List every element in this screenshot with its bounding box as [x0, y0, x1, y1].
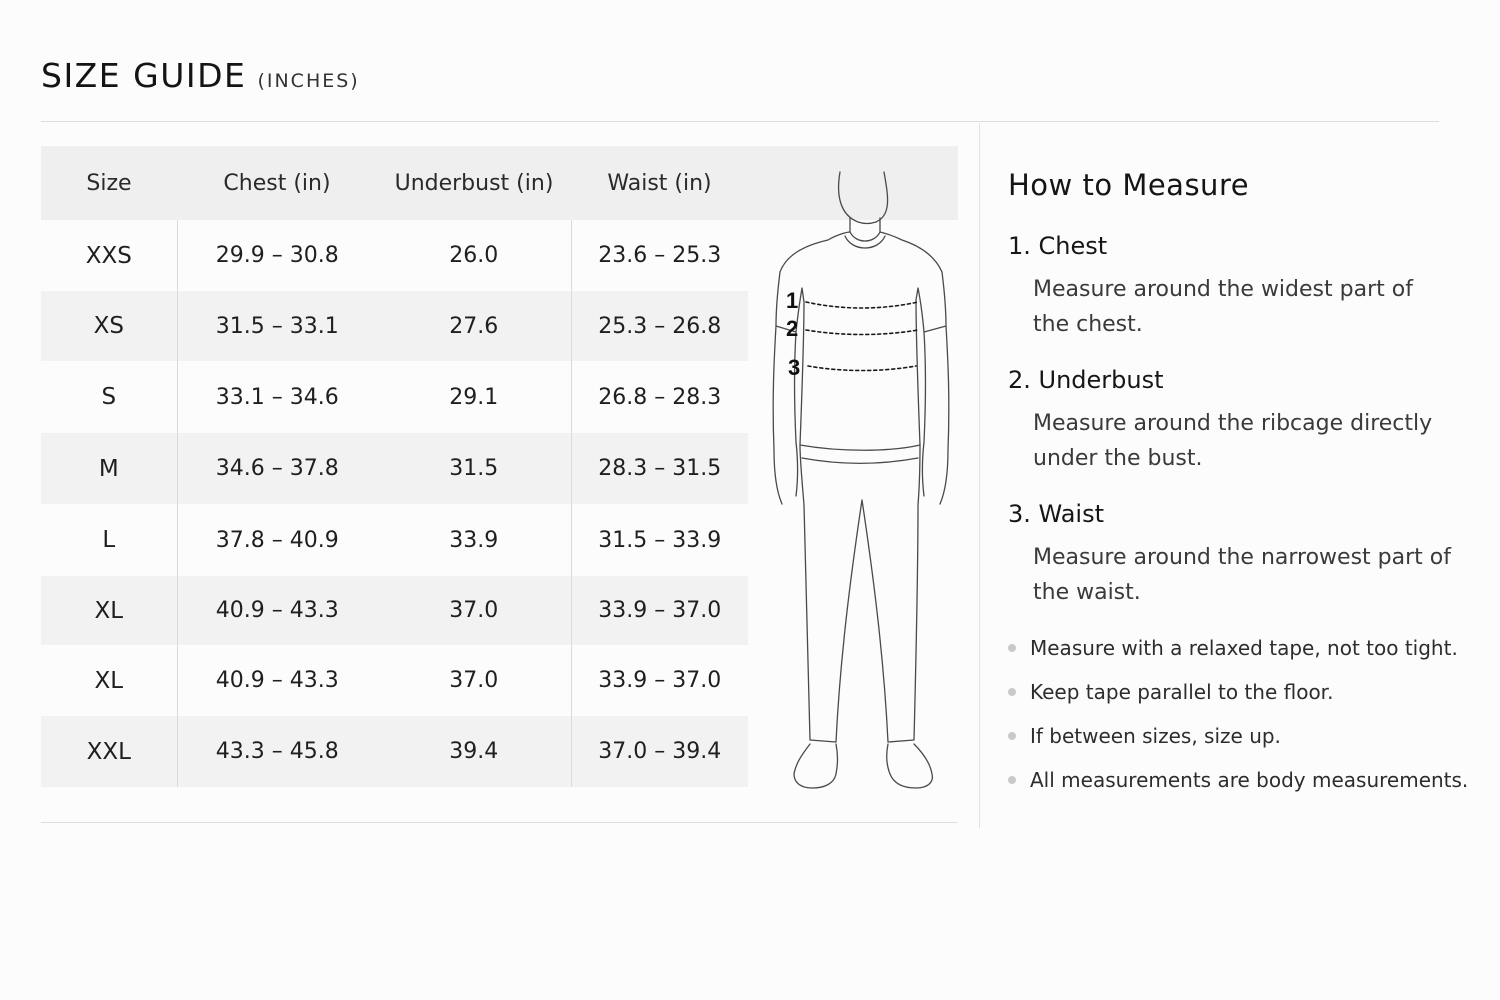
waist-cell: 33.9 – 37.0 — [571, 645, 748, 716]
body-measurement-figure — [760, 160, 970, 800]
bullet-icon — [1008, 776, 1016, 784]
vertical-divider — [979, 123, 980, 828]
right-arm-outline — [923, 326, 949, 504]
size-cell: XXL — [41, 716, 177, 787]
how-to-measure-panel — [1008, 168, 1478, 810]
tip-text: All measurements are body measurements. — [1030, 768, 1469, 792]
underbust-cell: 26.0 — [377, 220, 571, 291]
top-divider — [41, 121, 1439, 122]
size-cell: S — [41, 361, 177, 433]
waist-cell: 33.9 – 37.0 — [571, 576, 748, 645]
waist-cell: 31.5 – 33.9 — [571, 504, 748, 576]
chest-section — [1008, 232, 1478, 342]
size-cell: XL — [41, 645, 177, 716]
size-cell: M — [41, 433, 177, 504]
bullet-icon — [1008, 644, 1016, 652]
size-cell: XS — [41, 291, 177, 361]
bullet-icon — [1008, 688, 1016, 696]
collar-outline — [845, 236, 885, 248]
tip-item — [1008, 722, 1478, 766]
chest-cell: 29.9 – 30.8 — [177, 220, 377, 291]
column-header-size: Size — [41, 146, 177, 220]
pants-outline — [800, 445, 920, 742]
underbust-description: Measure around the ribcage directly under the bust. — [1033, 411, 1433, 471]
waist-cell: 28.3 – 31.5 — [571, 433, 748, 504]
unit-label: (INCHES) — [257, 70, 360, 92]
waist-cell: 25.3 – 26.8 — [571, 291, 748, 361]
underbust-section — [1008, 366, 1478, 476]
chest-cell: 43.3 – 45.8 — [177, 716, 377, 787]
chest-cell: 34.6 – 37.8 — [177, 433, 377, 504]
chest-cell: 37.8 – 40.9 — [177, 504, 377, 576]
underbust-cell: 27.6 — [377, 291, 571, 361]
column-header-waist: Waist (in) — [571, 146, 748, 220]
waist-heading: 3. Waist — [1008, 500, 1105, 528]
tip-item — [1008, 766, 1478, 810]
page-title — [41, 56, 360, 95]
chest-measure-line — [806, 302, 918, 308]
bottom-divider — [41, 822, 958, 823]
tips-list — [1008, 634, 1478, 810]
how-to-measure-title: How to Measure — [1008, 168, 1250, 202]
chest-cell: 31.5 – 33.1 — [177, 291, 377, 361]
left-arm-outline — [773, 326, 797, 504]
size-cell: XL — [41, 576, 177, 645]
chest-cell: 40.9 – 43.3 — [177, 576, 377, 645]
left-shoe-outline — [794, 744, 838, 788]
tip-text: Measure with a relaxed tape, not too tight. — [1030, 636, 1458, 660]
tip-text: Keep tape parallel to the floor. — [1030, 680, 1334, 704]
waist-measure-line — [808, 366, 916, 371]
underbust-cell: 37.0 — [377, 645, 571, 716]
tip-item — [1008, 678, 1478, 722]
chest-cell: 33.1 – 34.6 — [177, 361, 377, 433]
shirt-outline — [776, 232, 946, 450]
tip-item — [1008, 634, 1478, 678]
waist-section — [1008, 500, 1478, 610]
underbust-cell: 29.1 — [377, 361, 571, 433]
marker-underbust: 2 — [786, 316, 799, 341]
chest-description: Measure around the widest part of the chest. — [1033, 277, 1413, 337]
waist-description: Measure around the narrowest part of the waist. — [1033, 545, 1451, 605]
underbust-cell: 37.0 — [377, 576, 571, 645]
underbust-heading: 2. Underbust — [1008, 366, 1164, 394]
waistband-line — [802, 458, 918, 463]
column-header-chest: Chest (in) — [177, 146, 377, 220]
underbust-cell: 39.4 — [377, 716, 571, 787]
chest-heading: 1. Chest — [1008, 232, 1108, 260]
marker-chest: 1 — [786, 288, 799, 313]
chest-cell: 40.9 – 43.3 — [177, 645, 377, 716]
tip-text: If between sizes, size up. — [1030, 724, 1281, 748]
size-cell: L — [41, 504, 177, 576]
underbust-cell: 33.9 — [377, 504, 571, 576]
waist-cell: 37.0 – 39.4 — [571, 716, 748, 787]
marker-waist: 3 — [788, 355, 801, 380]
size-guide-title: SIZE GUIDE — [41, 56, 247, 95]
right-shoe-outline — [887, 744, 933, 788]
size-cell: XXS — [41, 220, 177, 291]
bullet-icon — [1008, 732, 1016, 740]
head-outline — [839, 172, 888, 224]
underbust-measure-line — [806, 330, 918, 335]
column-header-underbust: Underbust (in) — [377, 146, 571, 220]
underbust-cell: 31.5 — [377, 433, 571, 504]
waist-cell: 23.6 – 25.3 — [571, 220, 748, 291]
waist-cell: 26.8 – 28.3 — [571, 361, 748, 433]
